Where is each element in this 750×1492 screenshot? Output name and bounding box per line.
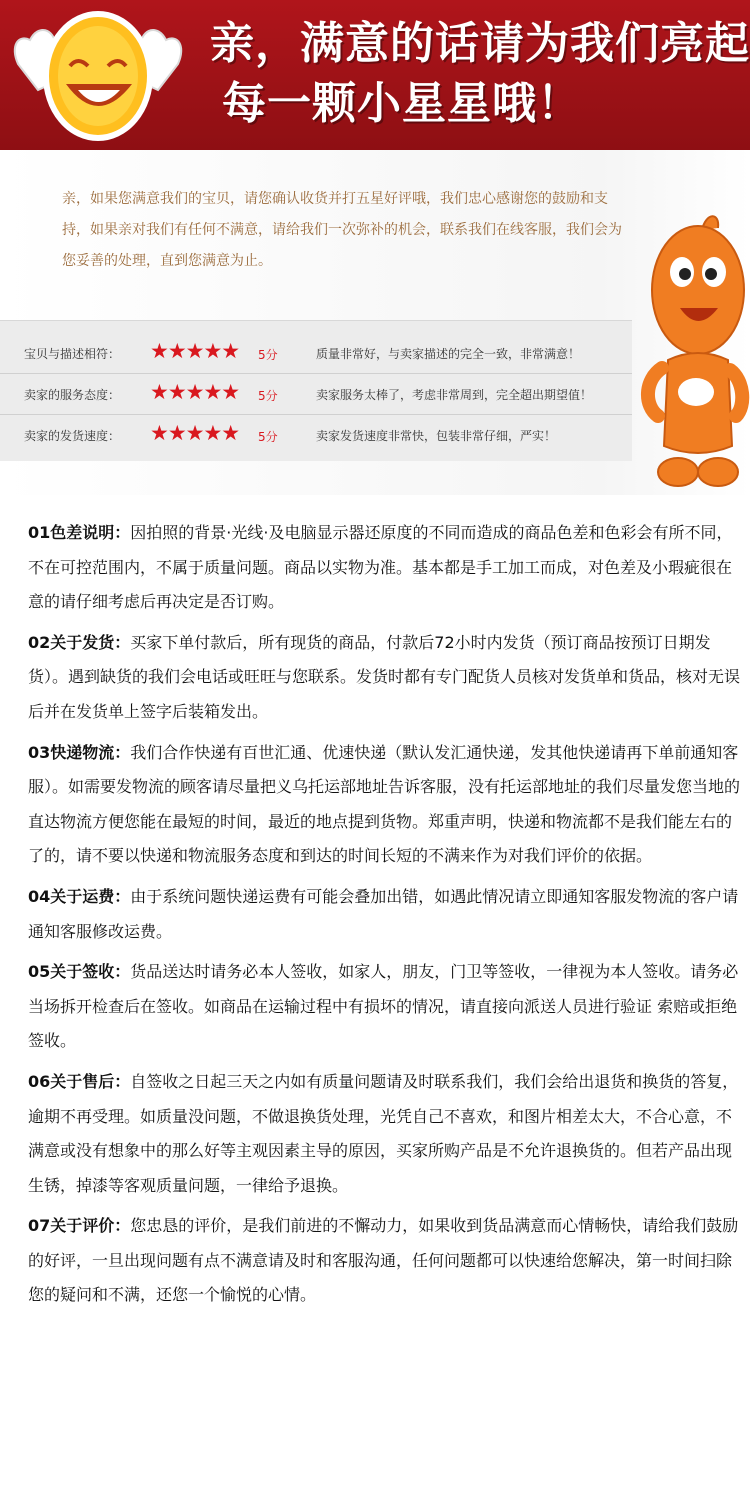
intro-text: 亲，如果您满意我们的宝贝，请您确认收货并打五星好评哦，我们忠心感谢您的鼓励和支持，如果亲对我们有任何不满意，请给我们一次弥补的机会，联系我们在线客服，我们会为您妥善的处理，直到您满意为止。 (62, 191, 622, 269)
row-divider (0, 414, 632, 415)
rating-score: 5分 (258, 348, 278, 362)
rating-score: 5分 (258, 389, 278, 403)
policy-body: 货品送达时请务必本人签收，如家人，朋友，门卫等签收，一律视为本人签收。请务必当场拆开检查后在签收。如商品在运输过程中有损坏的情况，请直接向派送人员进行验证 索赔或拒绝签收。 (28, 962, 739, 1051)
five-stars-icon: ★★★★★ (150, 421, 240, 445)
policy-heading: 06关于售后： (28, 1071, 131, 1091)
policy-heading: 04关于运费： (28, 886, 131, 906)
rating-comment: 卖家服务太棒了，考虑非常周到，完全超出期望值！ (316, 388, 593, 402)
policy-heading: 01色差说明： (28, 523, 131, 542)
policy-item-review (28, 1209, 740, 1313)
policy-item-color (28, 516, 740, 620)
policy-body: 买家下单付款后，所有现货的商品，付款后72小时内发货（预订商品按预订日期发货）。遇到缺货的我们会电话或旺旺与您联系。发货时都有专门配货人员核对发货单和货品，核对无误后并在发货单上签字后装箱发出。 (28, 632, 741, 721)
banner-title-line1: 亲，满意的话请为我们亮起 (210, 18, 750, 69)
rating-label: 卖家的发货速度： (24, 429, 121, 443)
rating-table (0, 320, 632, 461)
row-divider (0, 373, 632, 374)
policy-body: 由于系统问题快递运费有可能会叠加出错，如遇此情况请立即通知客服发物流的客户请通知客服修改运费。 (28, 886, 739, 941)
policy-body: 我们合作快递有百世汇通、优速快递（默认发汇通快递，发其他快递请再下单前通知客服）。如需要发物流的顾客请尽量把义乌托运部地址告诉客服，没有托运部地址的我们尽量发您当地的直达物流方便您能在最短的时间，最近的地点提到货物。郑重声明，快递和物流都不是我们能左右的了的，请不要以快递和物流服务态度和到达的时间长短的不满来作为对我们评价的依据。 (28, 742, 741, 866)
rating-label: 卖家的服务态度： (24, 388, 121, 402)
banner-title-line2: 每一颗小星星哦！ (222, 78, 582, 129)
policy-body: 您忠恳的评价，是我们前进的不懈动力，如果收到货品满意而心情畅快，请给我们鼓励的好评，一旦出现问题有点不满意请及时和客服沟通，任何问题都可以快速给您解决，第一时间扫除您的疑问和不满，还您一个愉悦的心情。 (28, 1216, 739, 1305)
rating-score: 5分 (258, 430, 278, 444)
policy-item-shipping (28, 626, 740, 730)
five-stars-icon: ★★★★★ (150, 339, 240, 363)
five-stars-icon: ★★★★★ (150, 380, 240, 404)
policy-item-aftersales (28, 1065, 740, 1203)
policy-heading: 05关于签收： (28, 962, 131, 982)
banner-title (210, 14, 750, 134)
smiley-logo-icon (8, 6, 188, 144)
rating-row-description (0, 335, 632, 373)
rating-row-service (0, 376, 632, 414)
policy-item-freight (28, 880, 740, 949)
mascot-icon (640, 210, 750, 500)
rating-comment: 质量非常好，与卖家描述的完全一致，非常满意！ (316, 347, 581, 361)
rating-comment: 卖家发货速度非常快，包装非常仔细，严实！ (316, 429, 557, 443)
policy-heading: 07关于评价： (28, 1216, 131, 1236)
policy-list (28, 516, 740, 1319)
rating-label: 宝贝与描述相符： (24, 347, 121, 361)
policy-item-signing (28, 955, 740, 1059)
policy-item-logistics (28, 736, 740, 874)
policy-body: 因拍照的背景·光线·及电脑显示器还原度的不同而造成的商品色差和色彩会有所不同，不在可控范围内，不属于质量问题。商品以实物为准。基本都是手工加工而成，对色差及小瑕疵很在意的请仔细考虑后再决定是否订购。 (28, 523, 733, 612)
policy-body: 自签收之日起三天之内如有质量问题请及时联系我们，我们会给出退货和换货的答复，逾期不再受理。如质量没问题，不做退换货处理，光凭自己不喜欢，和图片相差太大，不合心意，不满意或没有想象中的那么好等主观因素主导的原因，买家所购产品是不允许退换货的。但若产品出现生锈，掉漆等客观质量问题，一律给予退换。 (28, 1071, 739, 1195)
rating-row-shipping (0, 417, 632, 455)
policy-heading: 02关于发货： (28, 632, 131, 652)
policy-heading: 03快递物流： (28, 742, 131, 762)
